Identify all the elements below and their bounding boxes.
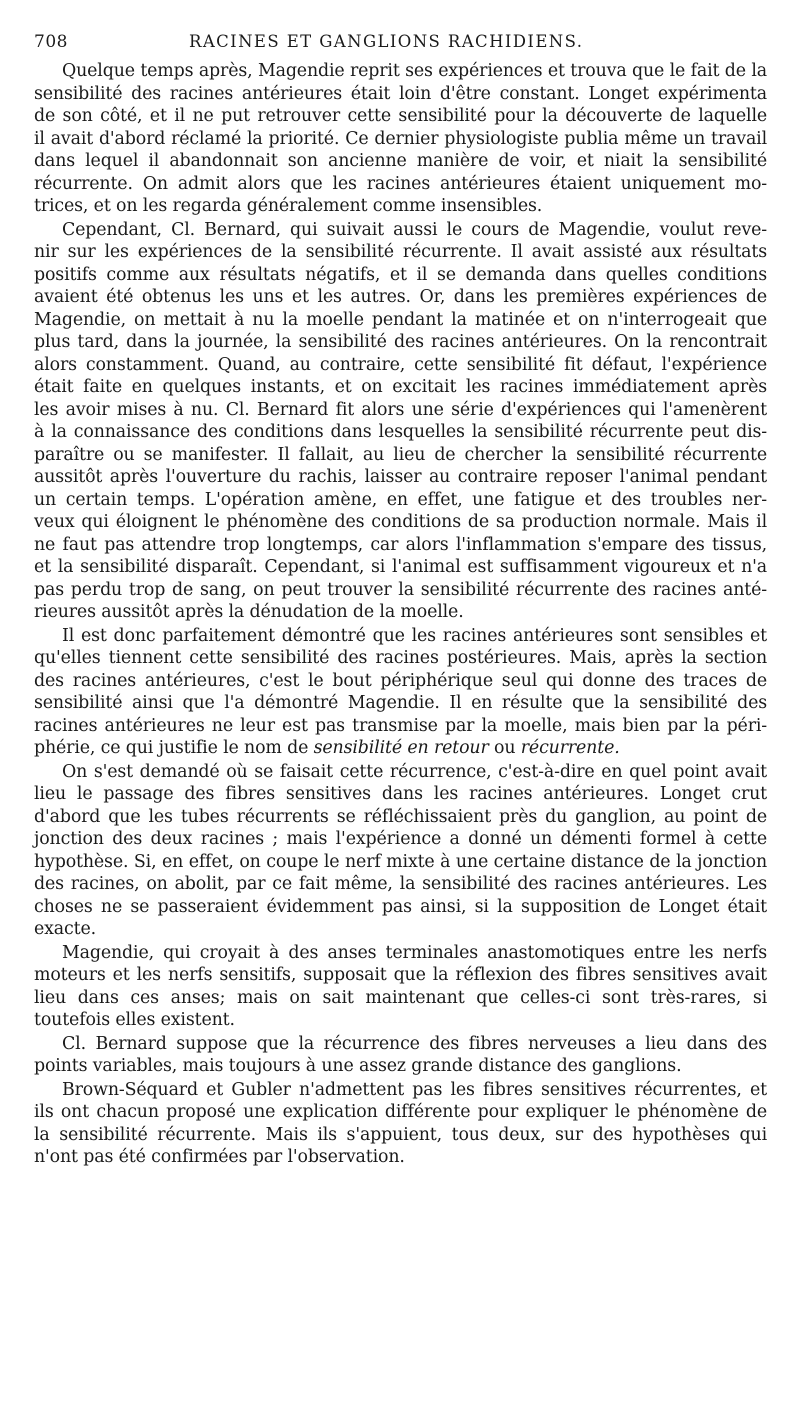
text-line: positifs comme aux résultats négatifs, et il se demanda dans quelles conditions	[34, 264, 767, 285]
text-line-with-italics	[34, 737, 767, 760]
text-line: ne faut pas attendre trop longtemps, car alors l'inflammation s'empare des tissus,	[34, 534, 767, 555]
text-line: lieu dans ces anses; mais on sait maintenant que celles-ci sont très-rares, si	[34, 987, 767, 1008]
text-line: dans lequel il abandonnait son ancienne manière de voir, et niait la sensibilité	[34, 151, 767, 171]
text-line: Magendie, qui croyait à des anses terminales anastomotiques entre les nerfs	[62, 942, 767, 963]
paragraph-6	[34, 1033, 767, 1078]
page-number: 708	[34, 32, 68, 52]
text-line: aussitôt après l'ouverture du rachis, laisser au contraire reposer l'animal pendant	[34, 467, 767, 487]
text-line: était faite en quelques instants, et on excitait les racines immédiatement après	[34, 377, 767, 397]
text-line: pas perdu trop de sang, on peut trouver la sensibilité récurrente des racines anté-	[34, 579, 767, 600]
text-line: toutefois elles existent.	[34, 1010, 235, 1030]
text-line: exacte.	[34, 919, 96, 939]
text-line: sensibilité des racines antérieures était loin d'être constant. Longet expérimenta	[34, 83, 767, 104]
text-line: choses ne se passeraient évidemment pas ainsi, si la supposition de Longet était	[34, 896, 767, 917]
paragraph-5	[34, 942, 767, 1032]
text-line: qu'elles tiennent cette sensibilité des racines postérieures. Mais, après la section	[34, 648, 767, 668]
text-line: racines antérieures ne leur est pas transmise par la moelle, mais bien par la péri-	[34, 715, 767, 736]
text-line: moteurs et les nerfs sensitifs, supposait que la réflexion des fibres sensitives avait	[34, 965, 767, 985]
text-run: phérie, ce qui justifie le nom de	[34, 738, 314, 758]
text-line: il avait d'abord réclamé la priorité. Ce dernier physiologiste publia même un travail	[34, 128, 767, 149]
paragraph-7	[34, 1079, 767, 1169]
italic-term: récurrente.	[520, 738, 620, 758]
body-text	[34, 60, 767, 1169]
text-line: des racines antérieures, c'est le bout périphérique seul qui donne des traces de	[34, 670, 767, 691]
text-line: rieures aussitôt après la dénudation de la moelle.	[34, 602, 464, 622]
running-title: RACINES ET GANGLIONS RACHIDIENS.	[189, 32, 584, 51]
text-line: à la connaissance des conditions dans lesquelles la sensibilité récurrente peut dis-	[34, 422, 767, 442]
text-run: ou	[488, 738, 521, 758]
paragraph-1	[34, 60, 767, 218]
text-line: lieu le passage des fibres sensitives dans les racines antérieures. Longet crut	[34, 784, 767, 804]
text-line: points variables, mais toujours à une assez grande distance des ganglions.	[34, 1056, 682, 1076]
text-line: trices, et on les regarda généralement comme insensibles.	[34, 196, 543, 216]
text-line: hypothèse. Si, en effet, on coupe le nerf mixte à une certaine distance de la jonction	[34, 851, 767, 872]
text-line: et la sensibilité disparaît. Cependant, si l'animal est suffisamment vigoureux et n'a	[34, 557, 767, 577]
paragraph-3	[34, 625, 767, 760]
text-line: de son côté, et il ne put retrouver cette sensibilité pour la découverte de laquelle	[34, 106, 767, 126]
paragraph-4	[34, 761, 767, 941]
text-line: alors constamment. Quand, au contraire, cette sensibilité fit défaut, l'expérience	[34, 354, 767, 375]
text-line: Cependant, Cl. Bernard, qui suivait aussi le cours de Magendie, voulut reve-	[62, 219, 767, 240]
text-line: Magendie, on mettait à nu la moelle pendant la matinée et on n'interrogeait que	[34, 309, 767, 330]
text-line: jonction des deux racines ; mais l'expérience a donné un démenti formel à cette	[34, 829, 767, 849]
text-line: Brown-Séquard et Gubler n'admettent pas les fibres sensitives récurrentes, et	[62, 1079, 767, 1100]
text-line: sensibilité ainsi que l'a démontré Magendie. Il en résulte que la sensibilité des	[34, 693, 767, 713]
text-line: paraître ou se manifester. Il fallait, au lieu de chercher la sensibilité récurrente	[34, 444, 767, 465]
text-line: On s'est demandé où se faisait cette récurrence, c'est-à-dire en quel point avait	[62, 761, 767, 782]
paragraph-2	[34, 219, 767, 624]
text-line: nir sur les expériences de la sensibilité récurrente. Il avait assisté aux résultats	[34, 242, 767, 262]
text-line: n'ont pas été confirmées par l'observation.	[34, 1147, 405, 1167]
text-line: veux qui éloignent le phénomène des conditions de sa production normale. Mais il	[34, 512, 767, 532]
text-line: Il est donc parfaitement démontré que les racines antérieures sont sensibles et	[62, 625, 767, 646]
text-line: des racines, on abolit, par ce fait même, la sensibilité des racines antérieures. Les	[34, 874, 767, 894]
text-line: Quelque temps après, Magendie reprit ses expériences et trouva que le fait de la	[62, 61, 767, 81]
italic-term: sensibilité en retour	[313, 738, 489, 758]
text-line: d'abord que les tubes récurrents se réfléchissaient près du ganglion, au point de	[34, 806, 767, 827]
text-line: Cl. Bernard suppose que la récurrence des fibres nerveuses a lieu dans des	[62, 1033, 767, 1054]
text-line: avaient été obtenus les uns et les autres. Or, dans les premières expériences de	[34, 287, 767, 307]
text-line: les avoir mises à nu. Cl. Bernard fit alors une série d'expériences qui l'amenèrent	[34, 399, 767, 420]
text-line: la sensibilité récurrente. Mais ils s'appuient, tous deux, sur des hypothèses qui	[34, 1124, 767, 1145]
text-line: un certain temps. L'opération amène, en effet, une fatigue et des troubles ner-	[34, 489, 767, 510]
text-line: plus tard, dans la journée, la sensibilité des racines antérieures. On la rencontrait	[34, 332, 767, 352]
text-line: ils ont chacun proposé une explication différente pour expliquer le phénomène de	[34, 1102, 767, 1122]
text-line: récurrente. On admit alors que les racines antérieures étaient uniquement mo-	[34, 173, 767, 194]
running-head	[34, 32, 769, 56]
